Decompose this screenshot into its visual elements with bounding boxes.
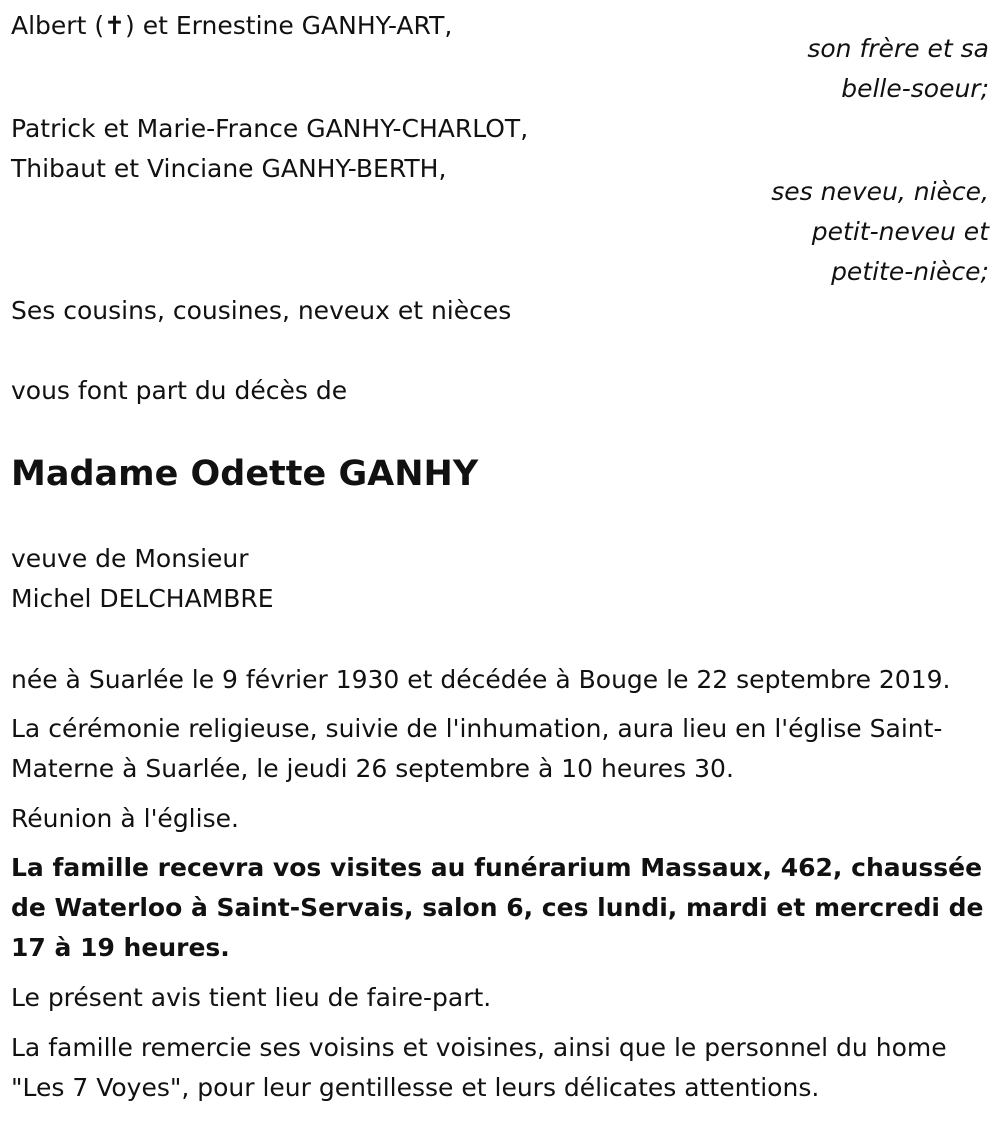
notice-paragraph: Le présent avis tient lieu de faire-part. bbox=[11, 983, 492, 1012]
widow-line-2: Michel DELCHAMBRE bbox=[11, 584, 274, 613]
reunion-paragraph: Réunion à l'église. bbox=[11, 804, 239, 833]
visits-paragraph: La famille recevra vos visites au funérarium Massaux, 462, chaussée de Waterloo à Saint-Servais, salon 6, ces lundi, mardi et mercredi de 17 à 19 heures. bbox=[11, 853, 984, 962]
family-line-thibaut: Thibaut et Vinciane GANHY-BERTH, bbox=[11, 154, 447, 183]
cross-icon: ✝ bbox=[104, 11, 126, 40]
family-line-albert: Albert (✝) et Ernestine GANHY-ART, bbox=[11, 11, 453, 40]
family-line-cousins: Ses cousins, cousines, neveux et nièces bbox=[11, 296, 512, 325]
relation-grandnephew: petit-neveu et bbox=[811, 217, 989, 246]
widow-line-1: veuve de Monsieur bbox=[11, 544, 249, 573]
birth-death-paragraph: née à Suarlée le 9 février 1930 et décédée à Bouge le 22 septembre 2019. bbox=[11, 665, 951, 694]
family-line-patrick: Patrick et Marie-France GANHY-CHARLOT, bbox=[11, 114, 529, 143]
relation-brother: son frère et sa bbox=[807, 34, 989, 63]
ceremony-paragraph: La cérémonie religieuse, suivie de l'inhumation, aura lieu en l'église Saint-Materne à Suarlée, le jeudi 26 septembre à 10 heures 30. bbox=[11, 714, 943, 783]
relation-grandniece: petite-nièce; bbox=[831, 257, 989, 286]
relation-sister-in-law: belle-soeur; bbox=[841, 74, 989, 103]
relation-nephew: ses neveu, nièce, bbox=[771, 177, 989, 206]
announce-line: vous font part du décès de bbox=[11, 376, 348, 405]
deceased-name: Madame Odette GANHY bbox=[11, 454, 479, 494]
thanks-paragraph: La famille remercie ses voisins et voisines, ainsi que le personnel du home "Les 7 Voyes", pour leur gentillesse et leurs délicates attentions. bbox=[11, 1033, 947, 1102]
